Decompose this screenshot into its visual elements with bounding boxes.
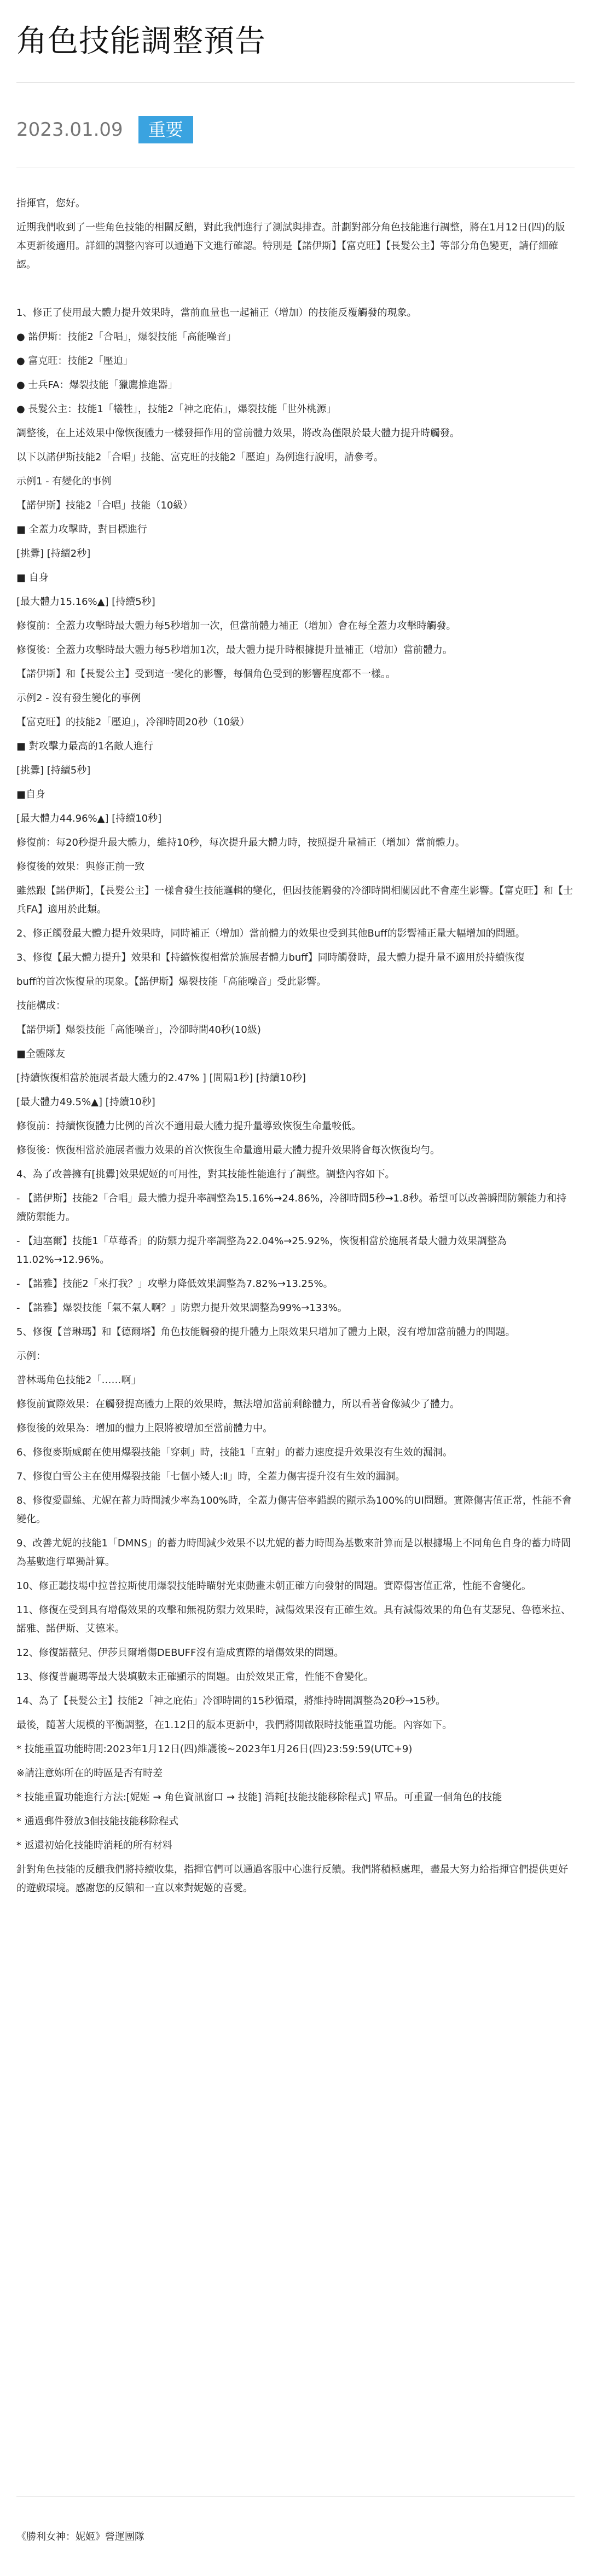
page-title: 角色技能調整預告 — [16, 24, 266, 59]
body-paragraph: [最大體力44.96%▲] [持續10秒] — [16, 813, 162, 824]
body-paragraph: ■全體隊友 — [16, 1048, 66, 1060]
body-paragraph: ■ 對攻擊力最高的1名敵人進行 — [16, 741, 154, 752]
body-paragraph: 普林瑪角色技能2「……啊」 — [16, 1374, 141, 1386]
post-meta — [0, 83, 591, 143]
body-paragraph: * 技能重置功能時間:2023年1月12日(四)維護後~2023年1月26日(四)23:59:59(UTC+9) — [16, 1743, 413, 1755]
body-paragraph: - 【諾伊斯】技能2「合唱」最大體力提升率調整為15.16%→24.86%，冷卻時間5秒→1.8秒。希望可以改善瞬間防禦能力和持續防禦能力。 — [16, 1193, 567, 1223]
body-paragraph: 3、修復【最大體力提升】效果和【持續恢復相當於施展者體力buff】同時觸發時，最大體力提升量不適用於持續恢復 — [16, 952, 525, 963]
title-section — [0, 0, 591, 63]
body-paragraph: * 通過郵件發放3個技能技能移除程式 — [16, 1816, 179, 1827]
body-paragraph: * 技能重置功能進行方法:[妮姬 → 角色資訊窗口 → 技能] 消耗[技能技能移除程式] 單品。可重置一個角色的技能 — [16, 1792, 502, 1803]
body-paragraph: 技能構成： — [16, 1000, 66, 1012]
body-paragraph: ● 富克旺：技能2「壓迫」 — [16, 355, 133, 367]
body-paragraph: 9、改善尤妮的技能1「DMNS」的蓄力時間減少效果不以尤妮的蓄力時間為基數來計算而是以根據場上不同角色自身的蓄力時間為基數進行單獨計算。 — [16, 1538, 571, 1568]
body-paragraph: 修復前：持續恢復體力比例的首次不適用最大體力提升量導致恢復生命量較低。 — [16, 1120, 361, 1132]
body-paragraph: 【諾伊斯】技能2「合唱」技能（10級） — [16, 500, 193, 511]
body-paragraph: [挑釁] [持續5秒] — [16, 765, 91, 776]
body-paragraph: 修復後：全蓋力攻擊時最大體力每5秒增加1次，最大體力提升時根據提升量補正（增加）當前體力。 — [16, 644, 453, 656]
body-paragraph: ● 諾伊斯：技能2「合唱」，爆裂技能「高能噪音」 — [16, 331, 236, 343]
body-paragraph: 最後，隨著大規模的平衡調整，在1.12日的版本更新中，我們將開啟限時技能重置功能。內容如下。 — [16, 1719, 453, 1731]
body-paragraph: 示例2 - 沒有發生變化的事例 — [16, 692, 141, 704]
body-paragraph: 5、修復【普琳瑪】和【德爾塔】角色技能觸發的提升體力上限效果只增加了體力上限，沒有增加當前體力的問題。 — [16, 1326, 515, 1338]
body-paragraph: 示例1 - 有變化的事例 — [16, 476, 112, 487]
body-paragraph: 修復後的效果為：增加的體力上限將被增加至當前體力中。 — [16, 1423, 273, 1434]
body-paragraph: 12、修復諾薇兒、伊莎貝爾增傷DEBUFF沒有造成實際的增傷效果的問題。 — [16, 1647, 344, 1659]
body-paragraph: [持續恢復相當於施展者最大體力的2.47% ] [間隔1秒] [持續10秒] — [16, 1072, 306, 1084]
body-paragraph: 以下以諾伊斯技能2「合唱」技能、富克旺的技能2「壓迫」為例進行說明，請參考。 — [16, 452, 384, 463]
body-paragraph: 8、修復愛麗絲、尤妮在蓄力時間減少率為100%時，全蓋力傷害倍率錯誤的顯示為100%的UI問題。實際傷害值正常，性能不會變化。 — [16, 1495, 572, 1525]
announcement-body — [0, 168, 591, 1898]
body-paragraph: ※請注意妳所在的時區是否有時差 — [16, 1768, 163, 1779]
body-paragraph: 針對角色技能的反饋我們將持續收集，指揮官們可以通過客服中心進行反饋。我們將積極處理，盡最大努力給指揮官們提供更好的遊戲環境。感謝您的反饋和一直以來對妮姬的喜愛。 — [16, 1864, 568, 1894]
body-paragraph: - 【諾雅】爆裂技能「氣不氣人啊？」防禦力提升效果調整為99%→133%。 — [16, 1302, 347, 1314]
body-paragraph: 修復前：每20秒提升最大體力，維持10秒，每次提升最大體力時，按照提升量補正（增加）當前體力。 — [16, 837, 465, 848]
signature: 《勝利女神：妮姬》營運團隊 — [16, 2531, 144, 2543]
body-paragraph: 7、修復白雪公主在使用爆裂技能「七個小矮人:Ⅱ」時，全蓋力傷害提升沒有生效的漏洞。 — [16, 1471, 405, 1482]
body-paragraph: ■自身 — [16, 789, 46, 800]
body-paragraph: - 【迪塞爾】技能1「草莓香」的防禦力提升率調整為22.04%→25.92%，恢復相當於施展者最大體力效果調整為11.02%→12.96%。 — [16, 1235, 507, 1266]
body-paragraph: 【諾伊斯】爆裂技能「高能噪音」，冷卻時間40秒(10級) — [16, 1024, 261, 1036]
body-paragraph — [16, 280, 575, 298]
body-paragraph: 修復前實際效果：在觸發提高體力上限的效果時，無法增加當前剩餘體力，所以看著會像減少了體力。 — [16, 1399, 460, 1410]
body-paragraph: 調整後，在上述效果中像恢復體力一樣發揮作用的當前體力效果，將改為僅限於最大體力提升時觸發。 — [16, 428, 460, 439]
body-paragraph: 14、為了【長髮公主】技能2「神之庇佑」冷卻時間的15秒循環，將維持時間調整為20秒→15秒。 — [16, 1695, 446, 1707]
body-paragraph: ■ 自身 — [16, 572, 49, 584]
body-paragraph: 4、為了改善擁有[挑釁]效果妮姬的可用性，對其技能性能進行了調整。調整內容如下。 — [16, 1169, 395, 1180]
body-paragraph: 示例： — [16, 1350, 46, 1362]
importance-badge: 重要 — [138, 116, 193, 143]
body-paragraph: buff的首次恢復量的現象。【諾伊斯】爆裂技能「高能噪音」受此影響。 — [16, 976, 327, 987]
footer-divider — [16, 2496, 575, 2497]
body-paragraph: 【富克旺】的技能2「壓迫」，冷卻時間20秒（10級） — [16, 717, 250, 728]
body-paragraph: 修復後：恢復相當於施展者體力效果的首次恢復生命量適用最大體力提升效果將會每次恢復均勻。 — [16, 1145, 440, 1156]
body-paragraph: 10、修正聽技場中拉普拉斯使用爆裂技能時瞄射光束動畫未朝正確方向發射的問題。實際傷害值正常，性能不會變化。 — [16, 1580, 531, 1592]
body-paragraph: 修復後的效果：與修正前一致 — [16, 861, 144, 873]
body-paragraph: [最大體力49.5%▲] [持續10秒] — [16, 1096, 155, 1108]
body-paragraph: 修復前：全蓋力攻擊時最大體力每5秒增加一次，但當前體力補正（增加）會在每全蓋力攻擊時觸發。 — [16, 620, 456, 632]
body-paragraph: 13、修復普麗瑪等最大裝填數未正確顯示的問題。由於效果正常，性能不會變化。 — [16, 1671, 374, 1683]
body-paragraph: [最大體力15.16%▲] [持續5秒] — [16, 596, 155, 608]
post-date: 2023.01.09 — [16, 119, 123, 141]
body-paragraph: 11、修復在受到具有增傷效果的攻擊和無視防禦力效果時，減傷效果沒有正確生效。具有減傷效果的角色有艾瑟兒、魯德米拉、諾雅、諾伊斯、艾德米。 — [16, 1604, 571, 1634]
body-paragraph: 2、修正觸發最大體力提升效果時，同時補正（增加）當前體力的效果也受到其他Buff的影響補正量大幅增加的問題。 — [16, 928, 525, 939]
body-paragraph: 雖然跟【諾伊斯】，【長髮公主】一樣會發生技能邏輯的變化，但因技能觸發的冷卻時間相關因此不會產生影響。【富克旺】和【士兵FA】適用於此類。 — [16, 885, 573, 915]
body-paragraph: ■ 全蓋力攻擊時，對目標進行 — [16, 524, 147, 535]
body-paragraph: - 【諾雅】技能2「來打我？」攻擊力降低效果調整為7.82%→13.25%。 — [16, 1278, 333, 1290]
body-paragraph: 6、修復麥斯威爾在使用爆裂技能「穿刺」時，技能1「直射」的蓄力速度提升效果沒有生效的漏洞。 — [16, 1447, 453, 1458]
body-paragraph: 指揮官，您好。 — [16, 198, 85, 209]
body-paragraph: 近期我們收到了一些角色技能的相關反饋，對此我們進行了測試與排查。計劃對部分角色技能進行調整，將在1月12日(四)的版本更新後適用。詳細的調整內容可以通過下文進行確認。特別是【諾伊斯】【富克旺】【長髮公主】等部分角色變更，請仔細確認。 — [16, 222, 565, 270]
body-paragraph: ● 士兵FA：爆裂技能「獵鷹推進器」 — [16, 379, 178, 391]
body-paragraph: 【諾伊斯】和【長髮公主】受到這一變化的影響，每個角色受到的影響程度都不一樣。。 — [16, 668, 396, 680]
body-paragraph: * 返還初始化技能時消耗的所有材料 — [16, 1840, 172, 1851]
body-paragraph: 1、修正了使用最大體力提升效果時，當前血量也一起補正（增加）的技能反覆觸發的現象。 — [16, 307, 417, 319]
body-paragraph: ● 長髮公主：技能1「犧牲」，技能2「神之庇佑」，爆裂技能「世外桃源」 — [16, 403, 337, 415]
body-paragraph: [挑釁] [持續2秒] — [16, 548, 91, 559]
